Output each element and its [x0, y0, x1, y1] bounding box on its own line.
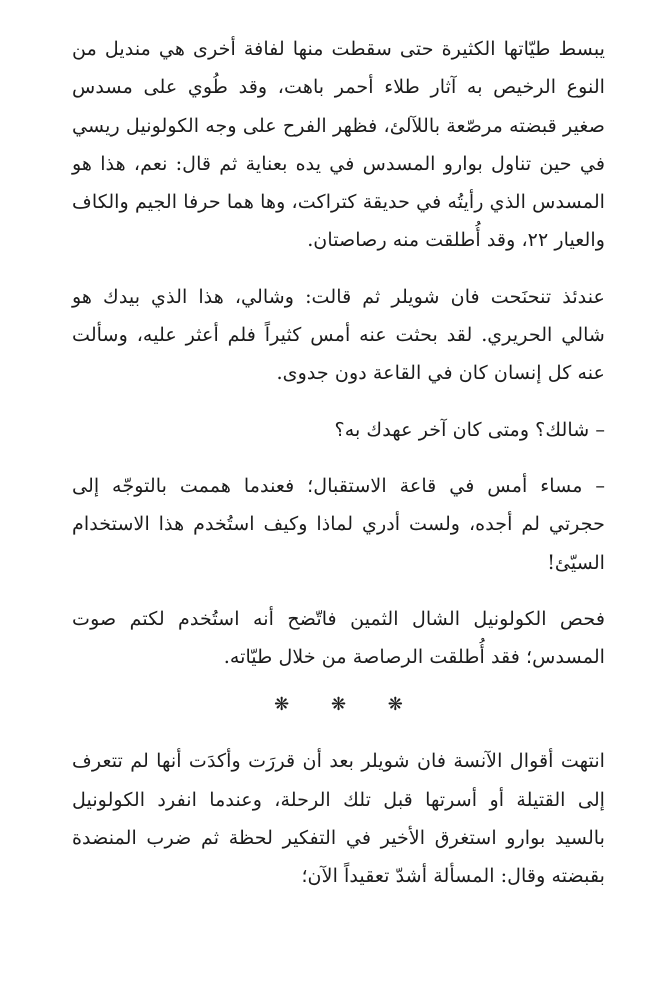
separator-ornament: ❋ — [274, 694, 308, 716]
separator-ornament: ❋ — [387, 694, 421, 716]
paragraph-testimony-ends: انتهت أقوال الآنسة فان شويلر بعد أن قررَت وأكدَت أنها لم تتعرف إلى القتيلة أو أسرتها قبل تلك الرحلة، وعندما انفرد الكولونيل بالسيد بوارو استغرق الأخير في التفكير لحظة ثم ضرب المنضدة بقبضته وقال: المسألة أشدّ تعقيداً الآن؛ — [72, 749, 605, 888]
paragraph-gap — [72, 582, 605, 600]
paragraph-shawl-examined: فحص الكولونيل الشال الثمين فاتّضح أنه استُخدم لكتم صوت المسدس؛ فقد أُطلقت الرصاصة من خلال طيّاته. — [72, 606, 605, 669]
paragraph-dialogue-answer: – مساء أمس في قاعة الاستقبال؛ فعندما هممت بالتوجّه إلى حجرتي لم أجده، ولست أدري لماذا وكيف استُخدم هذا الاستخدام السيّئ! — [72, 473, 605, 574]
paragraph-dialogue-question: – شالك؟ ومتى كان آخر عهدك به؟ — [334, 417, 605, 441]
section-separator — [72, 686, 605, 724]
paragraph-pistol-found: يبسط طيّاتها الكثيرة حتى سقطت منها لفافة أخرى هي منديل من النوع الرخيص به آثار طلاء أحمر باهت، وقد طُوي على مسدس صغير قبضته مرصّعة باللآلئ، فظهر الفرح على وجه الكولونيل ريسي في حين تناول بوارو المسدس في يده بعناية ثم قال: نعم، هذا هو المسدس الذي رأيتُه في حديقة كتراكت، وها هما حرفا الجيم والكاف والعيار ٢٢، وقد أُطلقت منه رصاصتان. — [72, 37, 605, 252]
separator-ornament: ❋ — [330, 694, 365, 716]
paragraph-gap — [72, 449, 605, 467]
paragraph-schuyler-shawl: عندئذ تنحنَحت فان شويلر ثم قالت: وشالي، هذا الذي بيدك هو شالي الحريري. لقد بحثت عنه أمس كثيراً فلم أعثر عليه، وسألت عنه كل إنسان كان في القاعة دون جدوى. — [72, 284, 605, 385]
paragraph-gap — [72, 393, 605, 411]
paragraph-gap — [72, 260, 605, 278]
